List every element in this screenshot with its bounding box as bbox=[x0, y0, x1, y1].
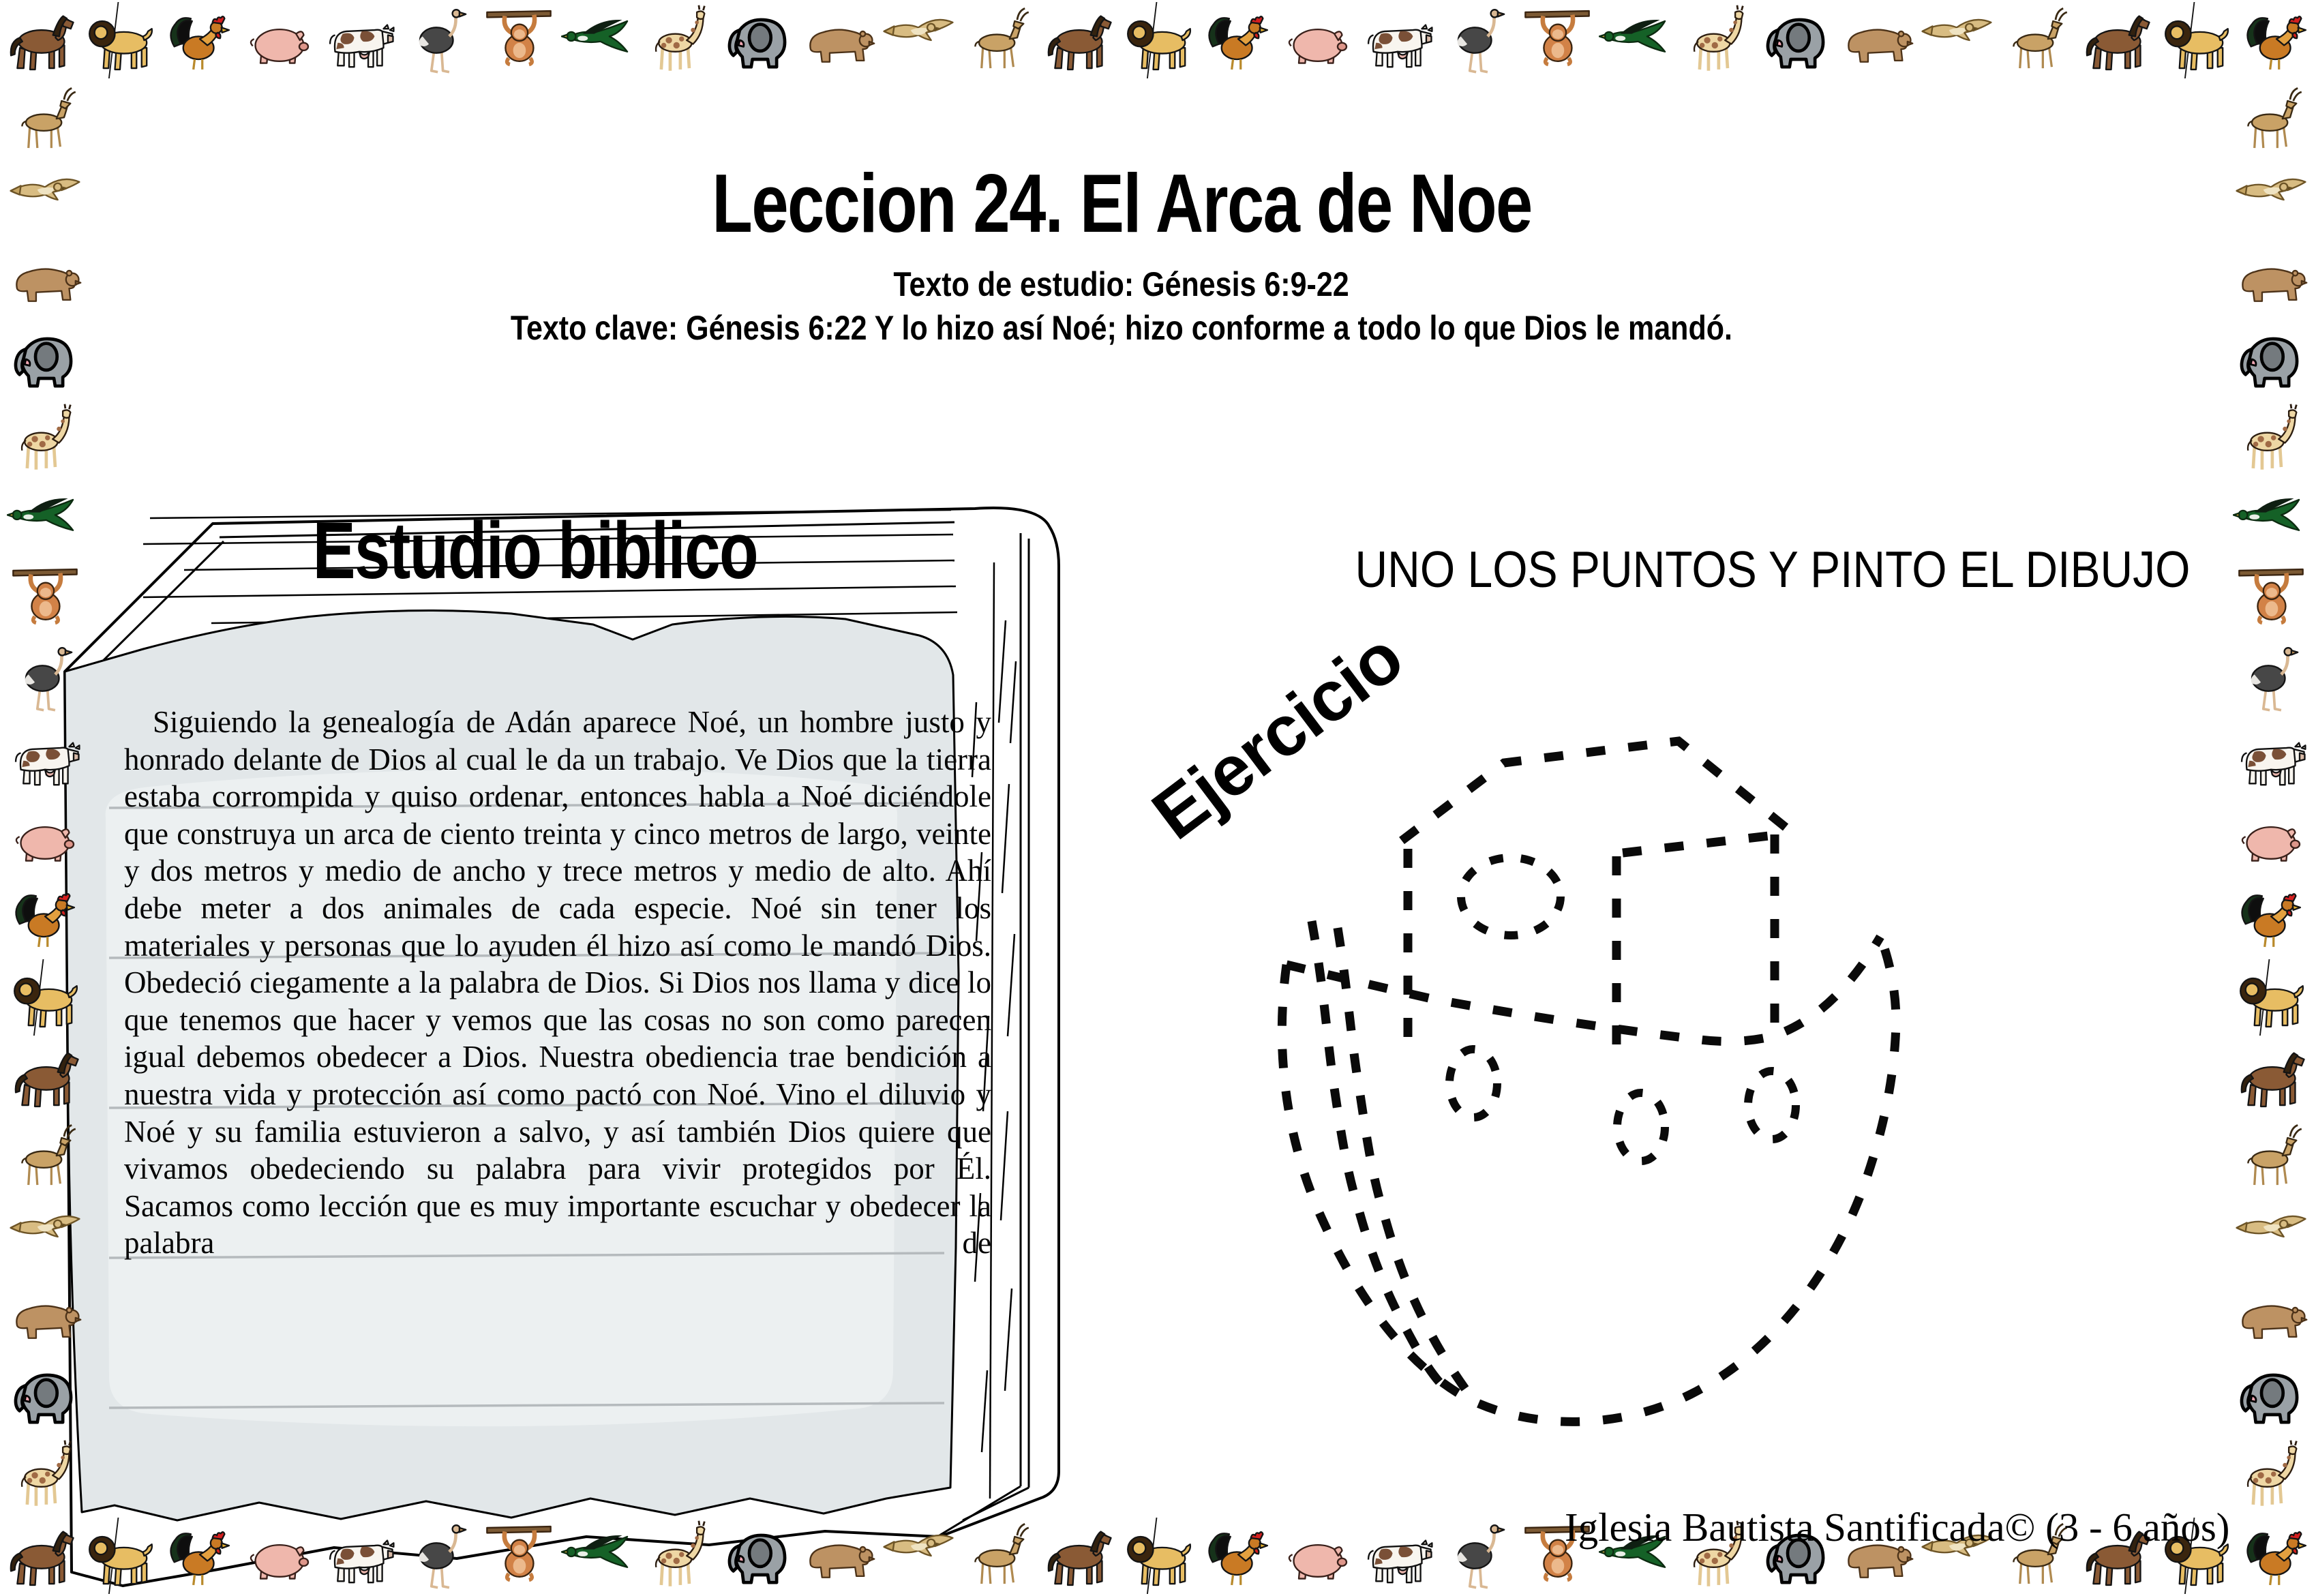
study-panel-title: Estudio biblico bbox=[312, 506, 758, 596]
lion-icon bbox=[2226, 957, 2316, 1037]
gazelle-icon bbox=[0, 80, 90, 160]
ostrich-icon bbox=[1438, 1516, 1518, 1596]
monkey-icon bbox=[1518, 0, 1597, 80]
gazelle-icon bbox=[959, 1516, 1038, 1596]
exercise-label: Ejercicio bbox=[1138, 617, 1417, 855]
giraffe-icon bbox=[0, 1436, 90, 1516]
lion-icon bbox=[80, 0, 160, 80]
lion-icon bbox=[0, 957, 90, 1037]
elephant-icon bbox=[719, 0, 798, 80]
hawk-icon bbox=[1916, 0, 1996, 80]
hawk-icon bbox=[0, 1196, 90, 1276]
giraffe-icon bbox=[1677, 0, 1757, 80]
hawk-icon bbox=[2226, 1196, 2316, 1276]
gazelle-icon bbox=[1997, 0, 2077, 80]
lion-icon bbox=[80, 1516, 160, 1596]
bear-icon bbox=[2226, 240, 2316, 320]
pig-icon bbox=[0, 798, 90, 877]
ostrich-icon bbox=[400, 0, 479, 80]
animal-border-right bbox=[2226, 80, 2316, 1516]
pig-icon bbox=[1278, 1516, 1357, 1596]
gazelle-icon bbox=[959, 0, 1038, 80]
cow-icon bbox=[320, 0, 400, 80]
study-paragraph: Siguiendo la genealogía de Adán aparece Noé, un hombre justo y honrado delante de Dios al cual le da un trabajo. Ve Dios que la tierra estaba corrompida y quiso ordenar, entonces habla a Noé diciéndole que construya un arca de ciento treinta y cinco metros de largo, veinte y dos metros y medio de ancho y trece metros y medio de alto. Ahí debe meter a dos animales de cada especie. Noé sin tener los materiales y personas que lo ayuden él hizo así como le mandó Dios. Obedeció ciegamente a la palabra de Dios. Si Dios nos llama y dice lo que tenemos que hacer y vemos que las cosas no son como parecen igual debemos obedecer a Dios. Nuestra obediencia trae bendición a nuestra vida y protección así como pactó con Noé. Vino el diluvio y Noé y su familia estuvieron a salvo, y así también Dios quiere que vivamos obedeciendo su palabra para vivir protegidos por Él. Sacamos como lección que es muy importante escuchar y obedecer la palabra de bbox=[124, 705, 991, 1261]
elephant-icon bbox=[2226, 1356, 2316, 1436]
cow-icon bbox=[2226, 719, 2316, 798]
swallow-icon bbox=[0, 479, 90, 559]
gazelle-icon bbox=[2226, 80, 2316, 160]
swallow-icon bbox=[559, 0, 639, 80]
cow-icon bbox=[1357, 0, 1437, 80]
cow-icon bbox=[320, 1516, 400, 1596]
rooster-icon bbox=[1198, 0, 1278, 80]
giraffe-icon bbox=[2226, 1436, 2316, 1516]
ark-portholes bbox=[1449, 1049, 1796, 1161]
animal-border-top bbox=[0, 0, 2316, 80]
elephant-icon bbox=[719, 1516, 798, 1596]
bear-icon bbox=[0, 240, 90, 320]
monkey-icon bbox=[0, 559, 90, 639]
credit-line: Iglesia Bautista Santificada© (3 - 6 años) bbox=[1565, 1505, 2230, 1550]
lion-icon bbox=[2156, 0, 2236, 80]
rooster-icon bbox=[0, 877, 90, 957]
rooster-icon bbox=[1198, 1516, 1278, 1596]
horse-icon bbox=[0, 0, 80, 80]
bear-icon bbox=[798, 0, 878, 80]
rooster-icon bbox=[160, 1516, 239, 1596]
lion-icon bbox=[1118, 0, 1198, 80]
horse-icon bbox=[2226, 1037, 2316, 1117]
swallow-icon bbox=[559, 1516, 639, 1596]
cabin-window bbox=[1461, 858, 1561, 935]
ark-hull bbox=[1282, 921, 1896, 1421]
ark-cabin bbox=[1402, 741, 1787, 1057]
swallow-icon bbox=[2226, 479, 2316, 559]
horse-icon bbox=[1038, 0, 1118, 80]
pig-icon bbox=[1278, 0, 1357, 80]
hawk-icon bbox=[879, 1516, 959, 1596]
lesson-title: Leccion 24. El Arca de Noe bbox=[711, 157, 1532, 250]
animal-border-left bbox=[0, 80, 90, 1516]
pig-icon bbox=[239, 0, 319, 80]
hawk-icon bbox=[0, 160, 90, 240]
hawk-icon bbox=[2226, 160, 2316, 240]
connect-the-dots-ark bbox=[1261, 729, 1916, 1452]
gazelle-icon bbox=[0, 1117, 90, 1196]
pig-icon bbox=[2226, 798, 2316, 877]
elephant-icon bbox=[2226, 320, 2316, 400]
ostrich-icon bbox=[0, 639, 90, 719]
elephant-icon bbox=[1757, 0, 1837, 80]
key-text-line: Texto clave: Génesis 6:22 Y lo hizo así Noé; hizo conforme a todo lo que Dios le mandó. bbox=[510, 309, 1733, 347]
study-text-line: Texto de estudio: Génesis 6:9-22 bbox=[893, 265, 1350, 303]
bear-icon bbox=[2226, 1276, 2316, 1356]
ostrich-icon bbox=[2226, 639, 2316, 719]
rooster-icon bbox=[160, 0, 239, 80]
monkey-icon bbox=[2226, 559, 2316, 639]
monkey-icon bbox=[479, 1516, 559, 1596]
horse-icon bbox=[0, 1037, 90, 1117]
horse-icon bbox=[2077, 0, 2156, 80]
hawk-icon bbox=[879, 0, 959, 80]
elephant-icon bbox=[0, 320, 90, 400]
rooster-icon bbox=[2236, 0, 2316, 80]
cow-icon bbox=[1357, 1516, 1437, 1596]
bear-icon bbox=[0, 1276, 90, 1356]
horse-icon bbox=[0, 1516, 80, 1596]
bear-icon bbox=[798, 1516, 878, 1596]
swallow-icon bbox=[1597, 0, 1677, 80]
ostrich-icon bbox=[400, 1516, 479, 1596]
giraffe-icon bbox=[639, 0, 719, 80]
elephant-icon bbox=[0, 1356, 90, 1436]
cow-icon bbox=[0, 719, 90, 798]
giraffe-icon bbox=[639, 1516, 719, 1596]
giraffe-icon bbox=[2226, 400, 2316, 479]
exercise-instruction: UNO LOS PUNTOS Y PINTO EL DIBUJO bbox=[1355, 541, 2191, 598]
monkey-icon bbox=[479, 0, 559, 80]
gazelle-icon bbox=[2226, 1117, 2316, 1196]
horse-icon bbox=[1038, 1516, 1118, 1596]
ostrich-icon bbox=[1438, 0, 1518, 80]
bear-icon bbox=[1837, 0, 1916, 80]
pig-icon bbox=[239, 1516, 319, 1596]
lion-icon bbox=[1118, 1516, 1198, 1596]
rooster-icon bbox=[2236, 1516, 2316, 1596]
giraffe-icon bbox=[0, 400, 90, 479]
rooster-icon bbox=[2226, 877, 2316, 957]
